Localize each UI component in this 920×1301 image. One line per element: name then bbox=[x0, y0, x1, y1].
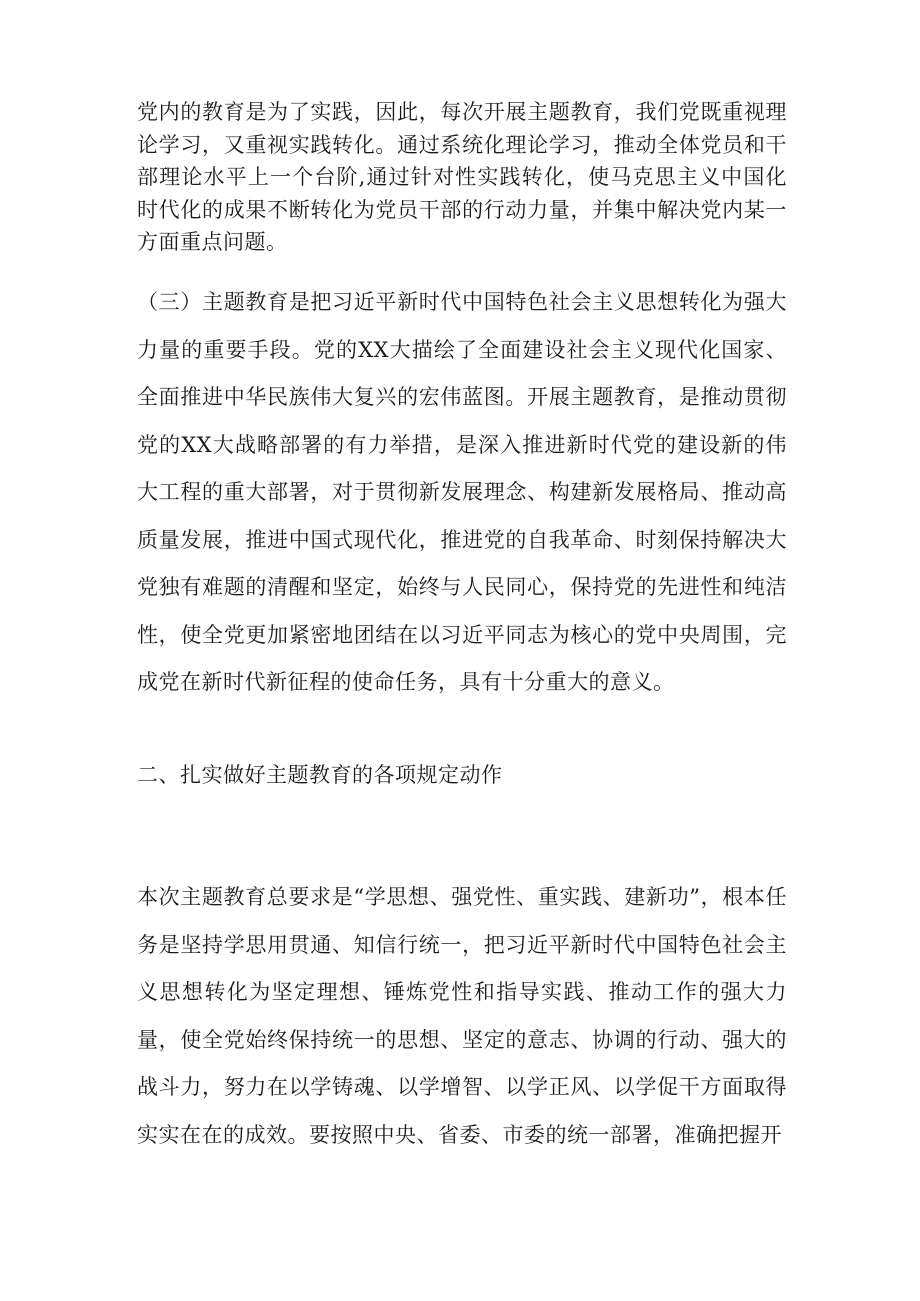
body-paragraph-theme-education-significance: （三）主题教育是把习近平新时代中国特色社会主义思想转化为强大力量的重要手段。党的XX大描绘了全面建设社会主义现代化国家、全面推进中华民族伟大复兴的宏伟蓝图。开展主题教育，是推动贯彻党的XX大战略部署的有力举措，是深入推进新时代党的建设新的伟大工程的重大部署，对于贯彻新发展理念、构建新发展格局、推动高质量发展，推进中国式现代化，推进党的自我革命、时刻保持解决大党独有难题的清醒和坚定，始终与人民同心，保持党的先进性和纯洁性，使全党更加紧密地团结在以习近平同志为核心的党中央周围，完成党在新时代新征程的使命任务，具有十分重大的意义。 bbox=[137, 290, 787, 694]
body-paragraph-practice: 党内的教育是为了实践，因此，每次开展主题教育，我们党既重视理论学习，又重视实践转化。通过系统化理论学习，推动全体党员和干部理论水平上一个台阶,通过针对性实践转化，使马克思主义中国化时代化的成果不断转化为党员干部的行动力量，并集中解决党内某一方面重点问题。 bbox=[137, 100, 787, 254]
section-heading: 二、扎实做好主题教育的各项规定动作 bbox=[137, 763, 503, 787]
body-paragraph-general-requirements: 本次主题教育总要求是“学思想、强党性、重实践、建新功”，根本任务是坚持学思用贯通、知信行统一，把习近平新时代中国特色社会主义思想转化为坚定理想、锤炼党性和指导实践、推动工作的强大力量，使全党始终保持统一的思想、坚定的意志、协调的行动、强大的战斗力，努力在以学铸魂、以学增智、以学正风、以学促干方面取得实实在在的成效。要按照中央、省委、市委的统一部署，准确把握开 bbox=[137, 885, 787, 1147]
